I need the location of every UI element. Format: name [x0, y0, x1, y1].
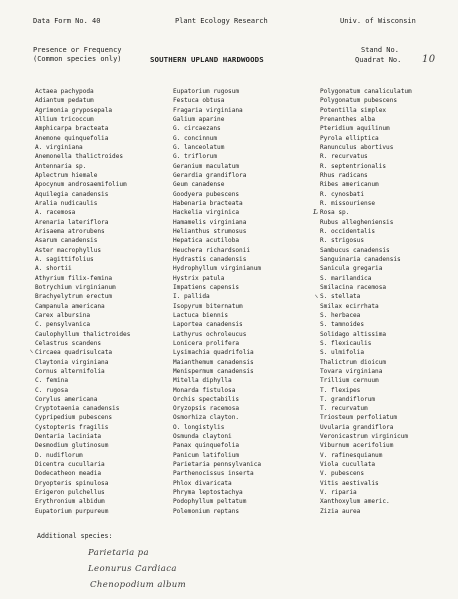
species-item: Rhus radicans — [320, 171, 368, 179]
species-item: I. pallida — [173, 293, 210, 301]
species-item: Dentaria laciniata — [35, 433, 102, 441]
species-item: A. shortii — [35, 265, 72, 273]
species-item: Panicum latifolium — [173, 451, 240, 459]
species-item: G. concinnum — [173, 134, 218, 142]
species-item: T. flexipes — [320, 386, 361, 394]
species-item: Adiantum pedatum — [35, 97, 94, 105]
species-item: Thalictrum dioicum — [320, 358, 387, 366]
species-item: Amphicarpa bracteata — [35, 125, 109, 133]
species-item: Circaea quadrisulcata — [35, 349, 113, 357]
species-item: V. pubescens — [320, 470, 365, 478]
species-item: Orchis spectabilis — [173, 395, 240, 403]
species-item: Agrimonia gryposepala — [35, 106, 113, 114]
species-item: G. triflorum — [173, 153, 218, 161]
species-item: Mitella diphylla — [173, 377, 232, 385]
species-item: Viola cucullata — [320, 461, 376, 469]
species-item: Pteridium aquilinum — [320, 125, 390, 133]
handwritten-species-1: Parietaria pa — [88, 548, 149, 558]
species-item: Dicentra cucullaria — [35, 461, 105, 469]
species-item: Polygonatum canaliculatum — [320, 88, 412, 95]
species-item: Brachyelytrum erectum — [35, 293, 113, 301]
species-item: R. occidentalis — [320, 227, 376, 235]
page-title: SOUTHERN UPLAND HARDWOODS — [150, 55, 264, 64]
species-item: Prenanthes alba — [320, 115, 376, 123]
species-item: Pyrola elliptica — [320, 134, 379, 142]
species-item: Impatiens capensis — [173, 283, 240, 291]
species-item: Anemonella thalictroides — [35, 153, 124, 161]
species-item: Phlox divaricata — [173, 479, 232, 487]
species-item: Hamamelis virginiana — [173, 218, 247, 226]
species-item: Desmodium glutinosum — [35, 442, 109, 450]
species-item: Menispermum canadensis — [173, 367, 254, 375]
species-item: T. recurvatum — [320, 405, 368, 413]
species-item: Rubus allegheniensis — [320, 218, 394, 226]
species-item: S. herbacea — [320, 311, 361, 319]
presence-label: Presence or Frequency — [33, 46, 122, 54]
species-item: Laportea canadensis — [173, 321, 243, 329]
species-item: Sanguinaria canadensis — [320, 255, 401, 263]
species-item: Podophyllum peltatum — [173, 498, 247, 506]
species-item: G. lanceolatum — [173, 143, 225, 151]
species-item: Heuchera richardsonii — [173, 246, 251, 254]
species-item: Smilacina racemosa — [320, 283, 387, 291]
species-item: Potentilla simplex — [320, 106, 387, 114]
species-item: Panax quinquefolia — [173, 442, 240, 450]
species-item: Tovara virginiana — [320, 367, 383, 375]
species-item: Galium aparine — [173, 115, 225, 123]
species-item: Parthenocissus inserta — [173, 470, 254, 478]
species-item: S. marilandica — [320, 274, 372, 282]
species-item: Celastrus scandens — [35, 339, 102, 347]
check-mark: ⸌ — [313, 294, 318, 304]
species-item: Sambucus canadensis — [320, 246, 390, 254]
species-item: Festuca obtusa — [173, 97, 225, 105]
species-item: Xanthoxylum americ. — [320, 498, 390, 506]
species-item: Habenaria bracteata — [173, 199, 243, 207]
species-item: Eupatorium rugosum — [173, 88, 240, 95]
species-item: Isopyrum biternatum — [173, 302, 243, 310]
university-name: Univ. of Wisconsin — [340, 17, 416, 25]
species-item: Botrychium virginianum — [35, 283, 116, 291]
species-item: Dodecatheon meadia — [35, 470, 102, 478]
species-item: Maianthemum canadensis — [173, 358, 254, 366]
species-item: Erigeron pulchellus — [35, 489, 105, 497]
species-item: Dryopteris spinulosa — [35, 479, 109, 487]
presence-sublabel: (Common species only) — [33, 55, 122, 63]
species-item: Hackelia virginica — [173, 209, 240, 217]
species-item: R. cynosbati — [320, 190, 365, 198]
species-item: Viburnum acerifolium — [320, 442, 394, 450]
species-item: Rosa sp. — [320, 209, 350, 217]
species-item: Smilax ecirrhata — [320, 302, 379, 310]
species-item: Hepatica acutiloba — [173, 237, 240, 245]
species-item: Sanicula gregaria — [320, 265, 383, 273]
species-item: Polygonatum pubescens — [320, 97, 398, 105]
species-item: Solidago altissima — [320, 330, 387, 338]
species-item: Corylus americana — [35, 395, 98, 403]
species-item: Carex albursina — [35, 311, 91, 319]
species-item: Apocynum androsaemifolium — [35, 181, 127, 189]
species-item: Fragaria virginiana — [173, 106, 243, 114]
species-item: Antennaria sp. — [35, 162, 87, 170]
species-item: Uvularia grandiflora — [320, 423, 394, 431]
species-item: Erythronium albidum — [35, 498, 105, 506]
form-number: Data Form No. 40 — [33, 17, 101, 25]
species-item: Aquilegia canadensis — [35, 190, 109, 198]
species-item: Cypripedium pubescens — [35, 414, 113, 422]
species-item: A. virginiana — [35, 143, 83, 151]
species-item: Athyrium filix-femina — [35, 274, 113, 282]
species-item: C. femina — [35, 377, 69, 385]
species-item: Zizia aurea — [320, 507, 361, 515]
species-item: Hystrix patula — [173, 274, 225, 282]
species-item: Geum canadense — [173, 181, 225, 189]
species-item: A. racemosa — [35, 209, 76, 217]
species-item: C. rugosa — [35, 386, 69, 394]
species-column-1 — [35, 87, 170, 516]
species-item: R. septentrionalis — [320, 162, 387, 170]
species-item: Caulophyllum thalictroides — [35, 330, 131, 338]
species-item: Parietaria pennsylvanica — [173, 461, 262, 469]
species-item: S. stellata — [320, 293, 361, 301]
species-item: Cornus alternifolia — [35, 367, 105, 375]
species-item: Actaea pachypoda — [35, 88, 94, 95]
species-item: Cryptotaenia canadensis — [35, 405, 120, 413]
species-item: Osmunda claytoni — [173, 433, 232, 441]
species-item: Lysimachia quadrifolia — [173, 349, 254, 357]
species-item: Asarum canadensis — [35, 237, 98, 245]
species-item: Campanula americana — [35, 302, 105, 310]
species-item: Allium tricoccum — [35, 115, 94, 123]
species-item: S. tamnoides — [320, 321, 365, 329]
stand-number-label: Stand No. — [361, 46, 399, 54]
species-item: Gerardia grandiflora — [173, 171, 247, 179]
additional-species-label: Additional species: — [37, 532, 113, 540]
species-item: Aralia nudicaulis — [35, 199, 98, 207]
species-item: Hydrastis canadensis — [173, 255, 247, 263]
species-item: Eupatorium purpureum — [35, 507, 109, 515]
species-item: G. circaezans — [173, 125, 221, 133]
organization-name: Plant Ecology Research — [175, 17, 268, 25]
species-item: Claytonia virginiana — [35, 358, 109, 366]
species-item: V. rafinesquianum — [320, 451, 383, 459]
species-item: R. missouriense — [320, 199, 376, 207]
handwritten-species-3: Chenopodium album — [90, 580, 187, 590]
species-item: T. grandiflorum — [320, 395, 376, 403]
check-mark: ⸌ — [28, 349, 33, 359]
species-item: Helianthus strumosus — [173, 227, 247, 235]
species-item: V. riparia — [320, 489, 357, 497]
species-item: D. nudiflorum — [35, 451, 83, 459]
species-item: Veronicastrum virginicum — [320, 433, 409, 441]
species-item: Polemonium reptans — [173, 507, 240, 515]
species-item: Arenaria lateriflora — [35, 218, 109, 226]
species-item: Monarda fistulosa — [173, 386, 236, 394]
species-item: Ribes americanum — [320, 181, 379, 189]
species-item: Arisaema atrorubens — [35, 227, 105, 235]
species-item: Oryzopsis racemosa — [173, 405, 240, 413]
species-item: R. recurvatus — [320, 153, 368, 161]
species-item: Osmorhiza clayton. — [173, 414, 240, 422]
species-item: Lathyrus ochroleucus — [173, 330, 247, 338]
species-item: Lonicera prolifera — [173, 339, 240, 347]
species-item: C. pensylvanica — [35, 321, 91, 329]
species-item: S. ulmifolia — [320, 349, 365, 357]
species-column-2 — [173, 87, 308, 516]
species-item: Hydrophyllum virginianum — [173, 265, 262, 273]
quadrat-number-label: Quadrat No. — [355, 56, 402, 64]
species-item: Triosteum perfoliatum — [320, 414, 398, 422]
species-item: Anemone quinquefolia — [35, 134, 109, 142]
species-item: Lactuca biennis — [173, 311, 229, 319]
species-item: Aster macrophyllus — [35, 246, 102, 254]
species-item: A. sagittifolius — [35, 255, 94, 263]
species-item: Geranium maculatum — [173, 162, 240, 170]
species-item: Phryma leptostachya — [173, 489, 243, 497]
check-mark: ʟ — [313, 207, 318, 217]
species-item: Ranunculus abortivus — [320, 143, 394, 151]
species-column-3 — [320, 87, 455, 516]
handwritten-species-2: Leonurus Cardiaca — [88, 564, 177, 574]
species-item: Goodyera pubescens — [173, 190, 240, 198]
species-item: O. longistylis — [173, 423, 225, 431]
species-item: Vitis aestivalis — [320, 479, 379, 487]
species-item: R. strigosus — [320, 237, 365, 245]
species-item: Aplectrum hiemale — [35, 171, 98, 179]
species-item: S. flexicaulis — [320, 339, 372, 347]
quadrat-number-handwritten: 10 — [422, 54, 436, 65]
species-item: Trillium cernuum — [320, 377, 379, 385]
species-item: Cystopteris fragilis — [35, 423, 109, 431]
